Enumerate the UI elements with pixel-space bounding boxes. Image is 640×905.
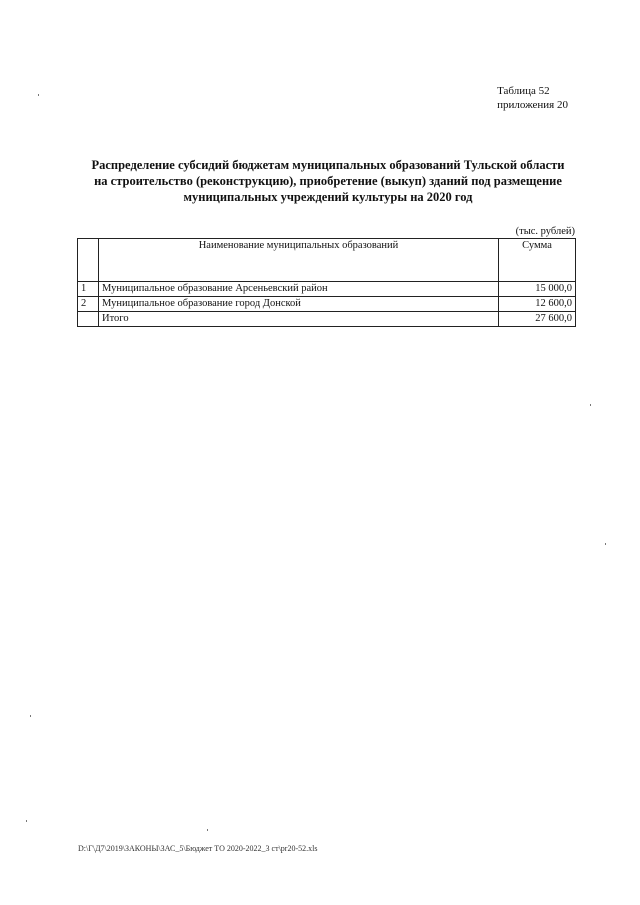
row-sum: 15 000,0: [499, 282, 576, 297]
row-name: Муниципальное образование Арсеньевский район: [99, 282, 499, 297]
title-line-1: Распределение субсидий бюджетам муниципальных образований Тульской области: [91, 158, 565, 172]
scan-speck: [30, 715, 31, 717]
title-line-3: муниципальных учреждений культуры на 2020 год: [183, 190, 473, 204]
total-label: Итого: [99, 312, 499, 327]
table-reference: [497, 84, 568, 112]
header-num-cell: [78, 239, 99, 282]
title-line-2: на строительство (реконструкцию), приобретение (выкуп) зданий под размещение: [94, 174, 562, 188]
subsidy-table: [77, 238, 576, 327]
total-sum: 27 600,0: [499, 312, 576, 327]
row-name: Муниципальное образование город Донской: [99, 297, 499, 312]
units-label: (тыс. рублей): [515, 226, 575, 237]
table-number: Таблица 52: [497, 85, 550, 97]
table-header-row: [78, 239, 576, 282]
header-name-cell: Наименование муниципальных образований: [99, 239, 499, 282]
row-number: 2: [78, 297, 99, 312]
file-path-footer: D:\Г\Д7\2019\ЗАКОНЫ\ЗАС_5\Бюджет ТО 2020-2022_3 ст\pr20-52.xls: [78, 844, 318, 853]
table-row: [78, 282, 576, 297]
header-sum-cell: Сумма: [499, 239, 576, 282]
row-sum: 12 600,0: [499, 297, 576, 312]
table-row: [78, 297, 576, 312]
total-number-cell: [78, 312, 99, 327]
scan-speck: [590, 404, 591, 406]
scan-speck: [207, 829, 208, 831]
scan-speck: [605, 543, 606, 545]
scan-speck: [26, 820, 27, 822]
document-title: [70, 157, 586, 205]
scan-speck: [38, 94, 39, 96]
total-row: [78, 312, 576, 327]
row-number: 1: [78, 282, 99, 297]
appendix-number: приложения 20: [497, 99, 568, 111]
